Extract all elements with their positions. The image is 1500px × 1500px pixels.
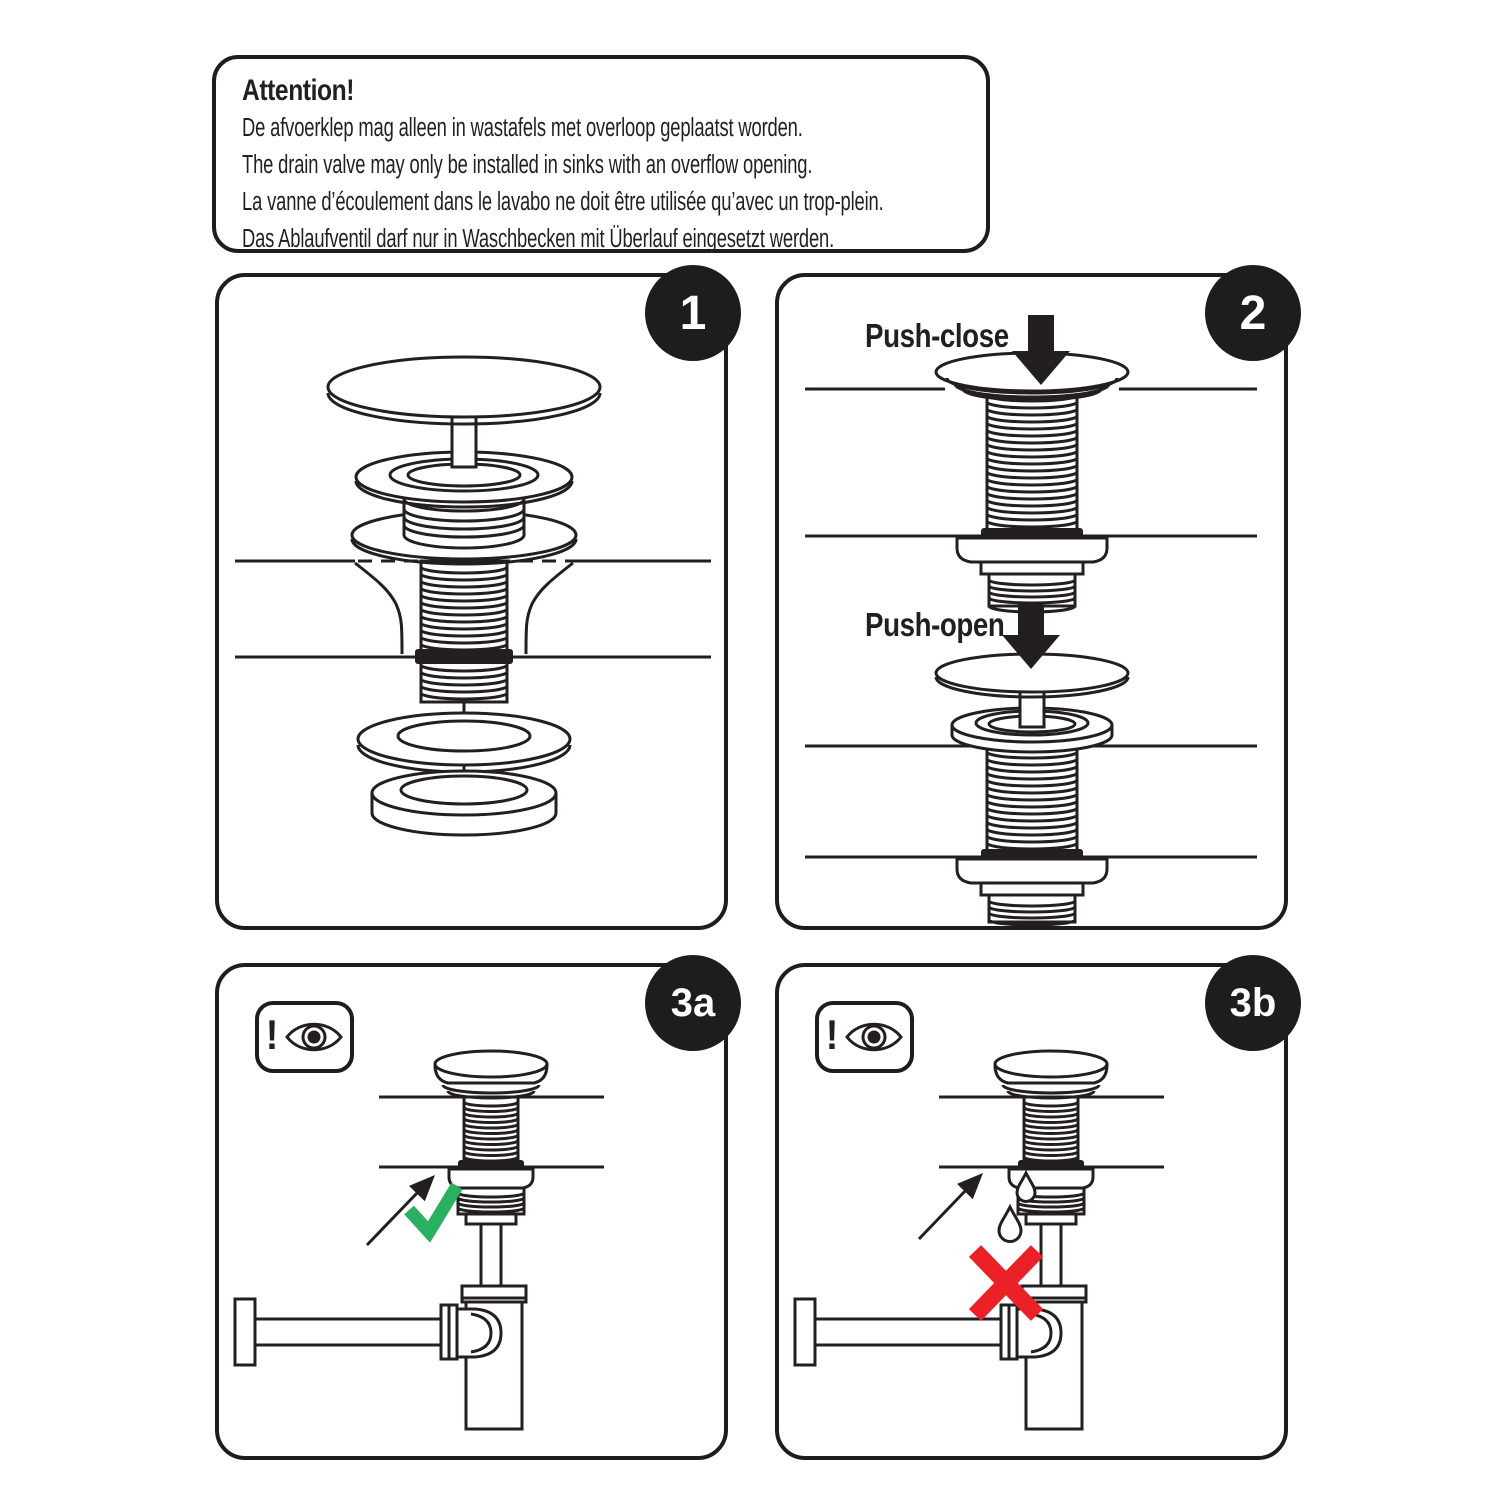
visual-check-icon: [255, 1001, 354, 1073]
step-badge: 2: [1205, 265, 1301, 361]
eye-icon: [844, 1015, 904, 1059]
attention-line-de: Das Ablaufventil darf nur in Waschbecken mit Überlauf eingesetzt werden.: [242, 225, 835, 253]
attention-line-nl: De afvoerklep mag alleen in wastafels met overloop geplaatst worden.: [242, 114, 803, 142]
panel-step-3b: [775, 963, 1288, 1460]
panel-step-1: [215, 273, 728, 930]
visual-check-icon: [815, 1001, 914, 1073]
push-close-label: Push-close: [865, 317, 1009, 354]
attention-title: Attention!: [242, 74, 355, 107]
panel-step-2: [775, 273, 1288, 930]
exclamation-mark: !: [265, 1011, 279, 1058]
exclamation-mark: !: [825, 1011, 839, 1058]
step-badge: 3b: [1205, 955, 1301, 1051]
exploded-drain-illustration: [219, 277, 724, 926]
eye-icon: [284, 1015, 344, 1059]
push-close-open-illustration: [779, 277, 1284, 926]
step-badge: 3a: [645, 955, 741, 1051]
panel-step-3a: [215, 963, 728, 1460]
step-badge: 1: [645, 265, 741, 361]
push-open-label: Push-open: [865, 606, 1005, 643]
attention-line-fr: La vanne d’écoulement dans le lavabo ne doit être utilisée qu’avec un trop-plein.: [242, 188, 884, 216]
attention-box: [212, 55, 990, 253]
attention-line-en: The drain valve may only be installed in sinks with an overflow opening.: [242, 151, 813, 179]
